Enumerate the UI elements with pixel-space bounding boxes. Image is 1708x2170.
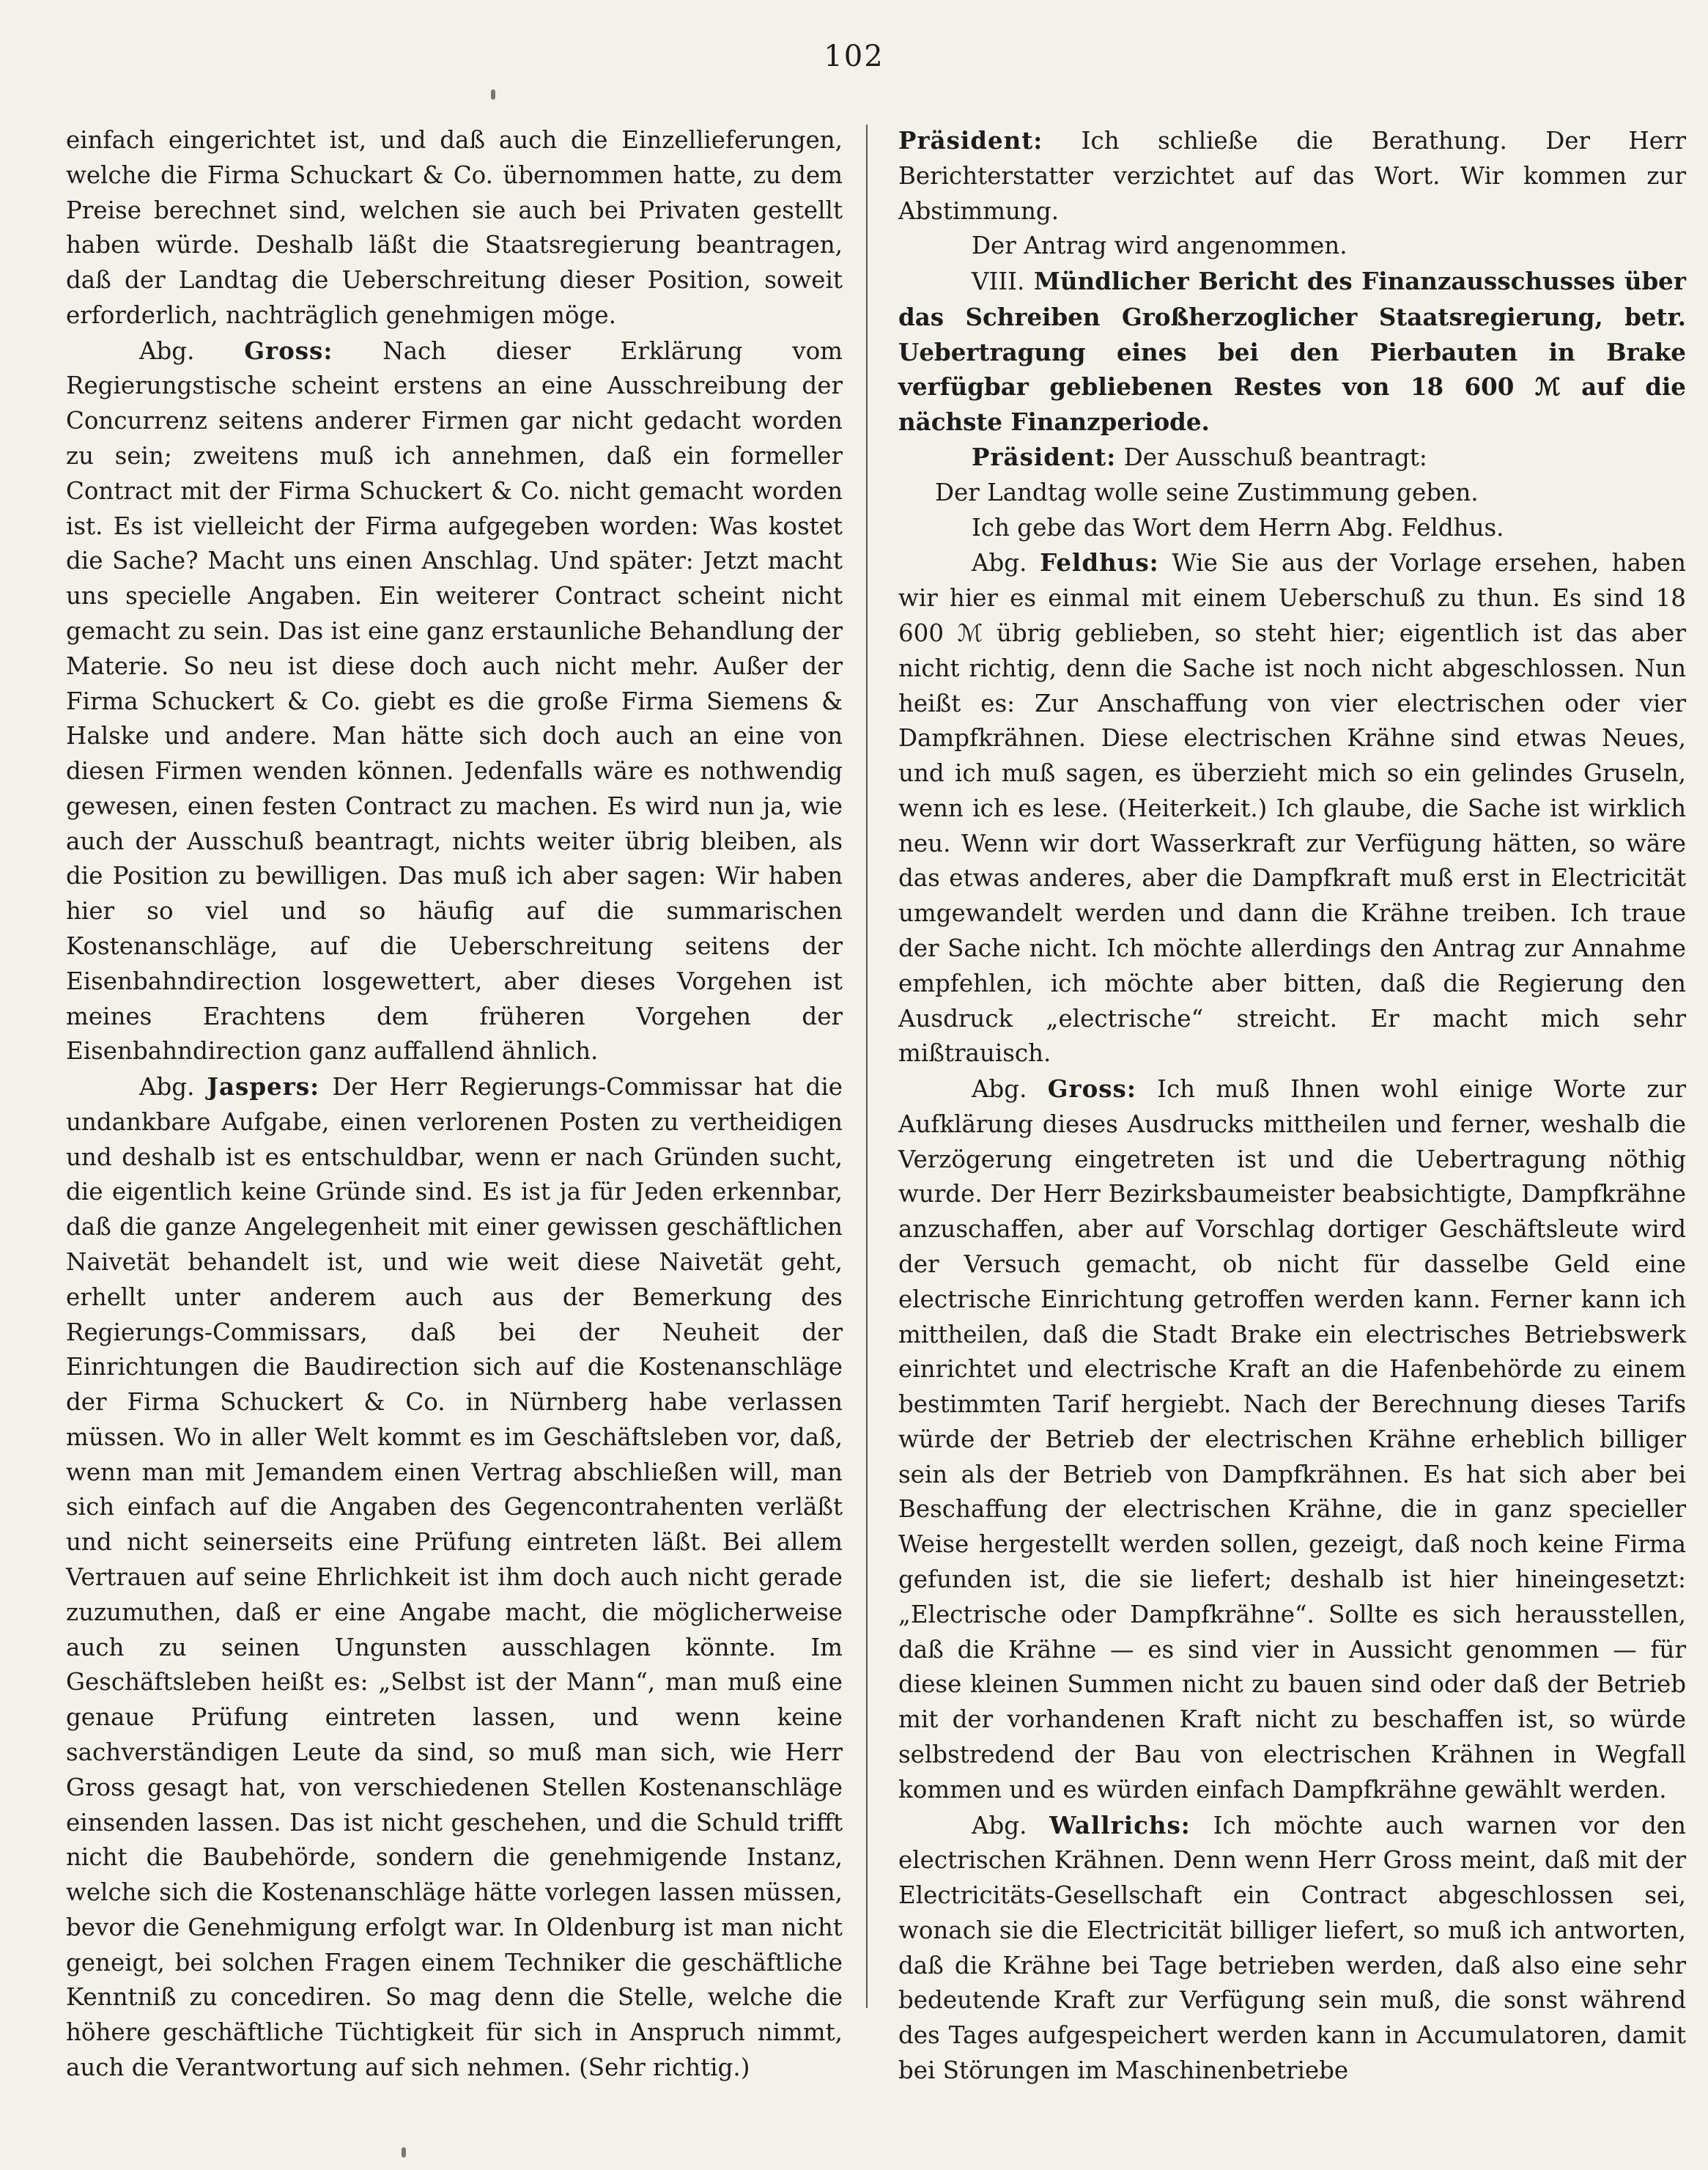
page-number: 102 bbox=[824, 40, 884, 73]
speech-paragraph bbox=[898, 545, 1686, 1071]
speech-paragraph bbox=[66, 1069, 843, 2086]
speaker-name: Wallrichs: bbox=[1049, 1810, 1191, 1839]
speaker-name: Gross: bbox=[244, 336, 333, 365]
left-column bbox=[66, 123, 843, 2086]
paragraph-text: einfach eingerichtet ist, und daß auch die Einzellieferungen, welche die Firma Schuckart & Co. übernommen hatte, zu dem Preise berechnet sind, welchen sie auch bei Privaten gestellt haben würde. Deshalb läßt die Staatsregierung beantragen, daß der Landtag die Ueberschreitung dieser Position, soweit erforderlich, nachträglich genehmigen möge. bbox=[66, 126, 843, 329]
speaker-prefix: Abg. bbox=[139, 336, 195, 365]
speech-paragraph bbox=[66, 333, 843, 1069]
speaker-prefix: Abg. bbox=[972, 1811, 1027, 1839]
speaker-prefix: Abg. bbox=[972, 549, 1027, 577]
motion-quote bbox=[898, 476, 1686, 511]
speaker-name: Präsident: bbox=[972, 443, 1117, 472]
agenda-title: Mündlicher Bericht des Finanzausschusses über das Schreiben Großherzoglicher Staatsregierung, betr. Uebertragung eines bei den Pierbauten in Brake verfügbar gebliebenen Restes von 18 600 ℳ auf die nächste Finanzperiode. bbox=[898, 267, 1686, 437]
quote-text: Der Landtag wolle seine Zustimmung geben. bbox=[935, 478, 1479, 506]
print-speck bbox=[402, 2147, 406, 2158]
speech-paragraph bbox=[898, 1071, 1686, 1807]
paragraph-text: Der Antrag wird angenommen. bbox=[972, 232, 1347, 260]
speaker-prefix: Abg. bbox=[139, 1073, 195, 1101]
right-column bbox=[898, 123, 1686, 2089]
speech-text: Ich schließe die Berathung. Der Herr Berichterstatter verzichtet auf das Wort. Wir kommen zur Abstimmung. bbox=[898, 127, 1686, 225]
speaker-name: Präsident: bbox=[898, 126, 1043, 155]
speaker-name: Feldhus: bbox=[1040, 548, 1159, 577]
speaker-name: Gross: bbox=[1047, 1074, 1136, 1104]
speaker-prefix: Abg. bbox=[972, 1075, 1027, 1104]
speech-text: Nach dieser Erklärung vom Regierungstische scheint erstens an eine Ausschreibung der Concurrenz seitens anderer Firmen gar nicht gedacht worden zu sein; zweitens muß ich annehmen, daß ein formeller Contract mit der Firma Schuckert & Co. nicht gemacht worden ist. Es ist vielleicht der Firma aufgegeben worden: Was kostet die Sache? Macht uns einen Anschlag. Und später: Jetzt macht uns specielle Angaben. Ein weiterer Contract scheint nicht gemacht zu sein. Das ist eine ganz erstaunliche Behandlung der Materie. So neu ist diese doch auch nicht mehr. Außer der Firma Schuckert & Co. giebt es die große Firma Siemens & Halske und andere. Man hätte sich doch auch an eine von diesen Firmen wenden können. Jedenfalls wäre es nothwendig gewesen, einen festen Contract zu machen. Es wird nun ja, wie auch der Ausschuß beantragt, nichts weiter übrig bleiben, als die Position zu bewilligen. Das muß ich aber sagen: Wir haben hier so viel und so häufig auf die summarischen Kostenanschläge, auf die Ueberschreitung seitens der Eisenbahndirection losgewettert, aber dieses Vorgehen ist meines Erachtens dem früheren Vorgehen der Eisenbahndirection ganz auffallend ähnlich. bbox=[66, 336, 843, 1066]
speech-text: Ich möchte auch warnen vor den electrischen Krähnen. Denn wenn Herr Gross meint, daß mit der Electricitäts-Gesellschaft ein Contract abgeschlossen sei, wonach sie die Electricität billiger liefert, so muß ich antworten, daß die Krähne bei Tage betrieben werden, daß also eine sehr bedeutende Kraft zur Verfügung sein muß, die sonst während des Tages aufgespeichert werden kann in Accumulatoren, damit bei Störungen im Maschinenbetriebe bbox=[898, 1811, 1686, 2084]
print-speck bbox=[491, 89, 495, 100]
agenda-item bbox=[898, 264, 1686, 440]
speech-text: Der Ausschuß beantragt: bbox=[1123, 443, 1427, 472]
speaker-name: Jaspers: bbox=[207, 1072, 320, 1101]
speech-paragraph bbox=[898, 123, 1686, 229]
speech-text: Wie Sie aus der Vorlage ersehen, haben wir hier es einmal mit einem Ueberschuß zu thun. Es sind 18 600 ℳ übrig geblieben, so steht hier; eigentlich ist das aber nicht richtig, denn die Sache ist noch nicht abgeschlossen. Nun heißt es: Zur Anschaffung von vier electrischen oder vier Dampfkrähnen. Diese electrischen Krähne sind etwas Neues, und ich muß sagen, es überzieht mich so ein gelindes Gruseln, wenn ich es lese. (Heiterkeit.) Ich glaube, die Sache ist wirklich neu. Wenn wir dort Wasserkraft zur Verfügung hätten, so wäre das etwas anderes, aber die Dampfkraft muß erst in Electricität umgewandelt werden und dann die Krähne treiben. Ich traue der Sache nicht. Ich möchte allerdings den Antrag zur Annahme empfehlen, ich möchte aber bitten, daß die Regierung den Ausdruck „electrische“ streicht. Er macht mich sehr mißtrauisch. bbox=[898, 549, 1686, 1068]
paragraph bbox=[66, 123, 843, 333]
speech-paragraph bbox=[898, 1808, 1686, 2089]
speech-text: Der Herr Regierungs-Commissar hat die undankbare Aufgabe, einen verlorenen Posten zu vertheidigen und deshalb ist es entschuldbar, wenn er nach Gründen sucht, die eigentlich keine Gründe sind. Es ist ja für Jeden erkennbar, daß die ganze Angelegenheit mit einer gewissen geschäftlichen Naivetät behandelt ist, und wie weit diese Naivetät geht, erhellt unter anderem auch aus der Bemerkung des Regierungs-Commissars, daß bei der Neuheit der Einrichtungen die Baudirection sich auf die Kostenanschläge der Firma Schuckert & Co. in Nürnberg habe verlassen müssen. Wo in aller Welt kommt es im Geschäftsleben vor, daß, wenn man mit Jemandem einen Vertrag abschließen will, man sich einfach auf die Angaben des Gegencontrahenten verläßt und nicht seinerseits eine Prüfung eintreten läßt. Bei allem Vertrauen auf seine Ehrlichkeit ist ihm doch auch nicht gerade zuzumuthen, daß er eine Angabe macht, die möglicherweise auch zu seinen Ungunsten ausschlagen könnte. Im Geschäftsleben heißt es: „Selbst ist der Mann“, man muß eine genaue Prüfung eintreten lassen, und wenn keine sachverständigen Leute da sind, so muß man sich, wie Herr Gross gesagt hat, von verschiedenen Stellen Kostenanschläge einsenden lassen. Das ist nicht geschehen, und die Schuld trifft nicht die Baubehörde, sondern die genehmigende Instanz, welche sich die Kostenanschläge hätte vorlegen lassen müssen, bevor die Genehmigung erfolgt war. In Oldenburg ist man nicht geneigt, bei solchen Fragen einem Techniker die geschäftliche Kenntniß zu concediren. So mag denn die Stelle, welche die höhere geschäftliche Tüchtigkeit für sich in Anspruch nimmt, auch die Verantwortung auf sich nehmen. (Sehr richtig.) bbox=[66, 1073, 843, 2081]
agenda-numeral: VIII. bbox=[972, 267, 1025, 296]
paragraph-text: Ich gebe das Wort dem Herrn Abg. Feldhus. bbox=[972, 513, 1504, 542]
paragraph bbox=[898, 511, 1686, 546]
column-divider bbox=[866, 125, 868, 2008]
paragraph bbox=[898, 229, 1686, 264]
speech-paragraph bbox=[898, 440, 1686, 476]
speech-text: Ich muß Ihnen wohl einige Worte zur Aufklärung dieses Ausdrucks mittheilen und ferner, weshalb die Verzögerung eingetreten ist und die Uebertragung nöthig wurde. Der Herr Bezirksbaumeister beabsichtigte, Dampfkrähne anzuschaffen, aber auf Vorschlag dortiger Geschäftsleute wird der Versuch gemacht, ob nicht für dasselbe Geld eine electrische Einrichtung getroffen werden kann. Ferner kann ich mittheilen, daß die Stadt Brake ein electrisches Betriebswerk einrichtet und electrische Kraft an die Hafenbehörde zu einem bestimmten Tarif hergiebt. Nach der Berechnung dieses Tarifs würde der Betrieb der electrischen Krähne erheblich billiger sein als der Betrieb von Dampfkrähnen. Es hat sich aber bei Beschaffung der electrischen Krähne, die in ganz specieller Weise hergestellt werden sollen, gezeigt, daß noch keine Firma gefunden ist, die sie liefert; deshalb ist hier hineingesetzt: „Electrische oder Dampfkrähne“. Sollte es sich herausstellen, daß die Krähne — es sind vier in Aussicht genommen — für diese kleinen Summen nicht zu bauen sind oder daß der Betrieb mit der vorhandenen Kraft nicht zu beschaffen ist, so würde selbstredend der Bau von electrischen Krähnen in Wegfall kommen und es würden einfach Dampfkrähne gewählt werden. bbox=[898, 1075, 1686, 1804]
